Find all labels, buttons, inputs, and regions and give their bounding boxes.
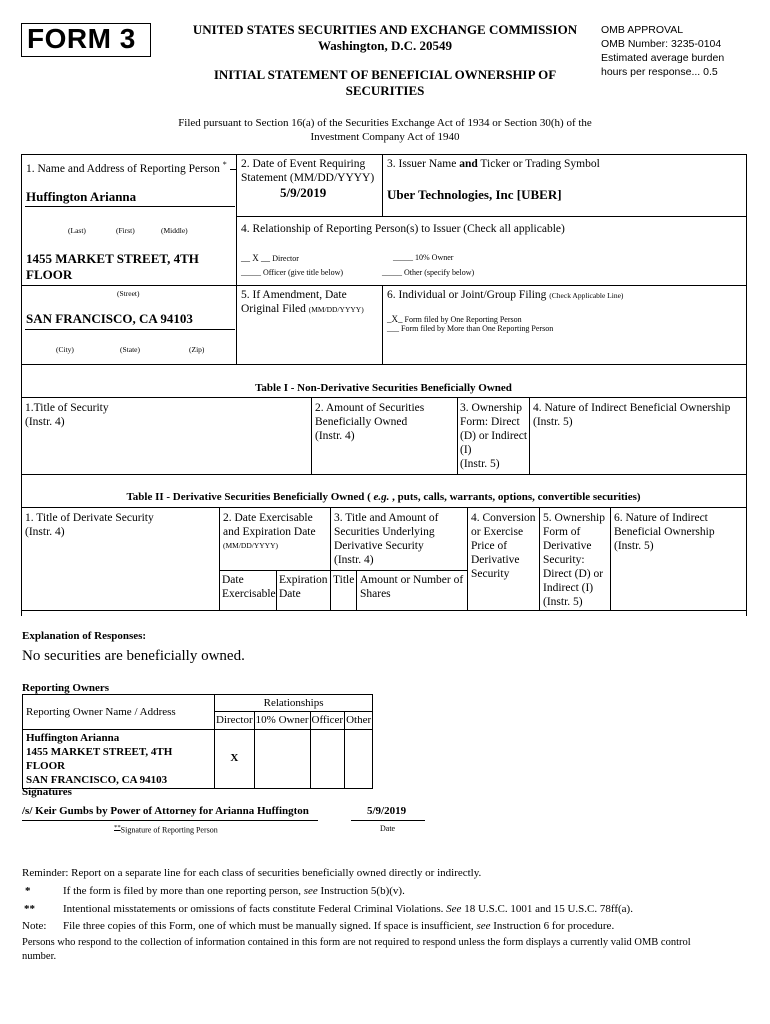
t2-col4-line4: Derivative [471,554,520,566]
tenpct-checkbox[interactable]: _____ [393,253,413,262]
more-person-label: Form filed by More than One Reporting Person [401,324,554,333]
grid-line [219,570,467,571]
page-title-line1: INITIAL STATEMENT OF BENEFICIAL OWNERSHIP OF [213,67,557,82]
city-underline [25,329,235,330]
first-label: (First) [116,226,135,235]
reporting-owners-heading: Reporting Owners [22,682,110,694]
t2-date-exercisable-l1: Date [222,574,244,586]
agency-city: Washington, D.C. 20549 [318,38,452,53]
grid-line [457,397,458,474]
grid-line [356,570,357,610]
t2-col3-line3: Derivative Security [334,540,424,552]
ro-director-header: Director [215,712,255,729]
signature-label [114,824,218,836]
tenpct-label: 10% Owner [415,253,454,262]
note-b: Instruction 6 for procedure. [490,920,615,932]
t2-col6-line2: Beneficial Ownership [614,526,715,538]
explanation-text: No securities are beneficially owned. [22,648,245,664]
ro-relationships-header: Relationships [215,695,373,712]
t1-col3-line3: (D) or Indirect [460,430,528,442]
director-checkbox[interactable]: __ X __ [241,253,270,263]
reporting-owners-table [22,694,373,789]
footnote2-see: See [446,903,462,915]
ro-owner-street: 1455 MARKET STREET, 4TH FLOOR [26,745,173,772]
t2-col6-header [614,511,715,553]
table2-title [21,490,746,504]
t2-col3-sub1: Title [333,574,355,586]
agency-name: UNITED STATES SECURITIES AND EXCHANGE COMMISSION [192,22,578,37]
t2-expiration-l1: Expiration [279,574,328,586]
signature-line [22,820,318,821]
other-option [382,268,474,278]
grid-line [610,507,611,610]
t2-col1-header [25,511,154,539]
t2-col5-line3: Derivative [543,540,592,552]
table2-title-b: , puts, calls, warrants, options, convertible securities) [389,491,641,503]
footnote2-b: 18 U.S.C. 1001 and 15 U.S.C. 78ff(a). [461,903,633,915]
footnote1-see: see [303,885,318,897]
t2-col2-line1: 2. Date Exercisable [223,512,313,524]
footnote2-text [63,902,633,916]
grid-line [236,154,237,364]
box3-label-b: Ticker or Trading Symbol [477,158,600,170]
t1-col1-header [25,401,109,429]
t2-col6-line3: (Instr. 5) [614,540,654,552]
last-label: (Last) [68,226,86,235]
signatures-heading: Signatures [22,786,72,798]
other-checkbox[interactable]: _____ [382,268,402,277]
form-label: FORM 3 [21,23,151,57]
box6-label [387,288,623,303]
t2-col2-header [223,511,316,553]
street-label: (Street) [117,289,140,298]
persons-text [22,936,742,964]
other-label: Other (specify below) [404,268,475,277]
t2-expiration-l2: Date [279,588,301,600]
ro-other-header: Other [345,712,373,729]
t1-col3-header [460,401,527,471]
t1-col3-line4: (I) [460,444,472,456]
street-address [26,251,199,283]
table2-title-eg: e.g. [373,491,390,503]
filed-line1: Filed pursuant to Section 16(a) of the Securities Exchange Act of 1934 or Section 30(h) of the [178,117,592,129]
director-option [241,253,299,265]
grid-line [382,154,383,216]
box5-label-line1: 5. If Amendment, Date [241,289,347,301]
t2-col3-sub2 [360,573,463,601]
footnote1-b: Instruction 5(b)(v). [317,885,405,897]
street-line1: 1455 MARKET STREET, 4TH [26,251,199,266]
grid-line [21,474,746,475]
ro-owner-city: SAN FRANCISCO, CA 94103 [26,773,168,786]
omb-approval [601,23,761,79]
box3-label-and: and [459,158,478,170]
t2-col2-line3: (MM/DD/YYYY) [223,541,278,550]
explanation-heading: Explanation of Responses: [22,630,147,642]
one-person-label: Form filed by One Reporting Person [404,315,522,324]
signature-mark: ** [114,824,121,831]
grid-line [330,507,331,610]
t1-col2-line1: 2. Amount of Securities [315,402,425,414]
ro-director-cell: X [215,729,255,788]
t1-col4-header [533,401,730,429]
box1-label [26,160,236,177]
tenpct-option [393,253,453,263]
grid-line [21,507,746,508]
t1-col2-line3: (Instr. 4) [315,430,355,442]
note-a: File three copies of this Form, one of which must be manually signed. If space is insufficient, [63,920,477,932]
box2-label-line1: 2. Date of Event Requiring [241,158,366,170]
grid-line [21,397,746,398]
page-title [185,67,585,99]
t1-col1-line1: 1.Title of Security [25,402,109,414]
page-title-line2: SECURITIES [345,83,425,98]
ro-10pct-cell [254,729,310,788]
grid-line [219,507,220,610]
t2-col3-line2: Securities Underlying [334,526,435,538]
t2-col5-line7: (Instr. 5) [543,596,583,608]
t2-col3-line1: 3. Title and Amount of [334,512,439,524]
officer-option [241,268,343,278]
t2-col4-line2: or Exercise [471,526,524,538]
note-see: see [476,920,491,932]
ro-owner-cell [23,729,215,788]
t2-col2-sub1 [222,573,276,601]
box5-label [241,288,364,317]
t2-date-exercisable-l2: Exercisable [222,588,276,600]
reporting-person-name: Huffington Arianna [26,189,137,204]
t2-col5-line5: Direct (D) or [543,568,604,580]
footnote2-mark: ** [24,903,35,915]
t2-col5-line1: 5. Ownership [543,512,605,524]
issuer-name: Uber Technologies, Inc [UBER] [387,187,562,202]
signature-label-text: Signature of Reporting Person [120,825,218,835]
box5-label-line2b: (MM/DD/YYYY) [308,305,364,314]
box2-label-line2: Statement (MM/DD/YYYY) [241,172,375,184]
more-person-checkbox[interactable]: ___ [387,324,399,333]
t2-col4-line3: Price of [471,540,508,552]
t2-col4-line1: 4. Conversion [471,512,536,524]
t2-col1-line2: (Instr. 4) [25,526,65,538]
t2-amount-l2: Shares [360,588,391,600]
t2-col3-line4: (Instr. 4) [334,554,374,566]
t2-col4-line5: Security [471,568,510,580]
box6-label-b: (Check Applicable Line) [549,291,624,300]
ro-other-cell [345,729,373,788]
t2-col5-line4: Security: [543,554,585,566]
omb-hours: hours per response... 0.5 [601,66,718,78]
signature-date: 5/9/2019 [367,805,407,817]
date-line [351,820,425,821]
city-label: (City) [56,345,74,354]
reminder-text: Reminder: Report on a separate line for each class of securities beneficially owned directly or indirectly. [22,867,482,879]
grid-line [529,397,530,474]
t2-amount-l1: Amount or Number of [360,574,464,586]
t1-col1-line2: (Instr. 4) [25,416,65,428]
t2-col4-header [471,511,536,581]
t2-col5-line2: Form of [543,526,581,538]
grid-line [21,285,746,286]
grid-line [21,154,747,155]
t2-col6-line1: 6. Nature of Indirect [614,512,708,524]
zip-label: (Zip) [189,345,205,354]
grid-line [276,570,277,610]
table-row [23,729,373,788]
ro-owner-name: Huffington Arianna [26,731,120,744]
note-mark: Note: [22,920,47,932]
grid-line [382,285,383,364]
ro-10pct-header: 10% Owner [254,712,310,729]
footnote2-a: Intentional misstatements or omissions of facts constitute Federal Criminal Violations. [63,903,447,915]
t2-col5-line6: Indirect (I) [543,582,594,594]
box3-label [387,157,600,172]
street-line2: FLOOR [26,267,73,282]
ro-header-row [23,695,373,712]
more-person-option [387,324,553,334]
grid-line [311,397,312,474]
t2-col1-line1: 1. Title of Derivate Security [25,512,154,524]
t1-col2-header [315,401,424,443]
one-person-checkbox[interactable]: _X_ [387,314,403,324]
grid-line [21,610,747,611]
state-label: (State) [120,345,140,354]
box4-label: 4. Relationship of Reporting Person(s) to Issuer (Check all applicable) [241,223,565,235]
t1-col2-line2: Beneficially Owned [315,416,408,428]
grid-line [539,507,540,610]
t2-col2-line2: and Expiration Date [223,526,316,538]
date-label: Date [380,824,396,833]
box2-label [241,157,374,185]
box1-label-text: 1. Name and Address of Reporting Person [26,162,220,175]
officer-checkbox[interactable]: _____ [241,268,261,277]
footnote1-mark: * [25,885,31,897]
t1-col4-line1: 4. Nature of Indirect Beneficial Ownership [533,402,731,414]
ro-name-header: Reporting Owner Name / Address [23,695,215,730]
t1-col3-line5: (Instr. 5) [460,458,500,470]
omb-number: OMB Number: 3235-0104 [601,38,722,50]
t2-col2-sub2 [279,573,328,601]
box5-label-line2a: Original Filed [241,303,309,315]
box3-label-a: 3. Issuer Name [387,158,460,170]
middle-label: (Middle) [161,226,188,235]
filed-pursuant [170,116,600,144]
name-underline [25,206,235,207]
note-text [63,919,614,933]
grid-line [236,216,746,217]
signer-name: /s/ Keir Gumbs by Power of Attorney for Arianna Huffington [22,805,309,817]
box6-label-a: 6. Individual or Joint/Group Filing [387,289,550,301]
footnote1-text [63,884,405,898]
t1-col3-line2: Form: Direct [460,416,520,428]
officer-label: Officer (give title below) [263,268,344,277]
t2-col3-header [334,511,438,567]
persons-line2: number. [22,951,57,962]
grid-line [467,507,468,610]
director-label: Director [272,254,299,263]
box1-star: * [222,160,227,169]
t2-col5-header [543,511,605,609]
city-state-zip: SAN FRANCISCO, CA 94103 [26,311,193,326]
ro-officer-header: Officer [310,712,345,729]
box1-dash [230,169,236,170]
filed-line2: Investment Company Act of 1940 [310,131,460,143]
grid-line [21,364,746,365]
table2-title-a: Table II - Derivative Securities Beneficially Owned ( [126,491,374,503]
event-date: 5/9/2019 [280,185,327,200]
footnote1-a: If the form is filed by more than one reporting person, [63,885,304,897]
ro-officer-cell [310,729,345,788]
table1-title: Table I - Non-Derivative Securities Beneficially Owned [255,382,512,394]
t1-col4-line2: (Instr. 5) [533,416,573,428]
grid-line [746,154,747,616]
omb-burden: Estimated average burden [601,52,725,64]
omb-heading: OMB APPROVAL [601,24,684,36]
t1-col3-line1: 3. Ownership [460,402,522,414]
persons-line1: Persons who respond to the collection of information contained in this form are not required to respond unless the form displays a currently valid OMB control [22,937,691,948]
